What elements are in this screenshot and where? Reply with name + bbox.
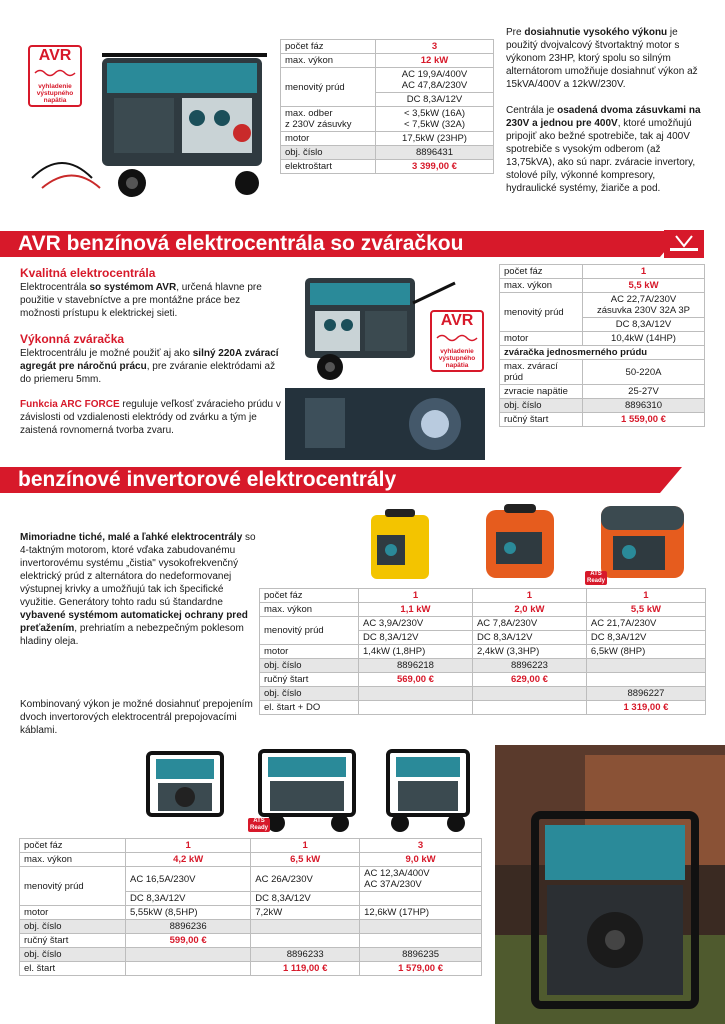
table-row xyxy=(500,265,705,279)
text-run: Mimoriadne tiché, malé a ľahké elektrocentrály xyxy=(20,532,243,543)
table-row xyxy=(260,659,706,673)
head-quality: Kvalitná elektrocentrála xyxy=(20,266,156,280)
cell: 12,6kW (17HP) xyxy=(360,906,482,920)
text-run: Funkcia ARC FORCE xyxy=(20,399,120,410)
table-row xyxy=(20,906,482,920)
inverter-photo-4kw xyxy=(140,745,230,830)
cell: 9,0 kW xyxy=(360,853,482,867)
cell: 1 xyxy=(251,839,360,853)
cell: DC 8,3A/12V xyxy=(472,631,586,645)
cell: AC 26A/230V xyxy=(251,867,360,892)
text-run: , určená hlavne pre použitie v stavebníctve a pre montážne práce bez možnosti prístupu k elektrickej sieti. xyxy=(20,282,262,319)
cell: 2,0 kW xyxy=(472,603,586,617)
row-value: 17,5kW (23HP) xyxy=(376,132,494,146)
row-label: el. štart + DO xyxy=(260,701,359,715)
cell xyxy=(126,962,251,976)
cell: DC 8,3A/12V xyxy=(126,892,251,906)
text-run: Pre xyxy=(506,27,525,38)
cell xyxy=(359,701,473,715)
avr-badge-title: AVR xyxy=(38,47,72,64)
row-label: max. odber z 230V zásuvky xyxy=(281,107,376,132)
cell xyxy=(251,920,360,934)
cell xyxy=(472,701,586,715)
row-label: menovitý prúd xyxy=(260,617,359,645)
ats-ready-badge: ATS Ready xyxy=(249,818,268,831)
row-value: DC 8,3A/12V xyxy=(376,93,494,107)
row-value: 3 399,00 € xyxy=(376,160,494,174)
welding-photo xyxy=(285,388,485,460)
table-row xyxy=(500,399,705,413)
row-value: 8896431 xyxy=(376,146,494,160)
table-row xyxy=(20,839,482,853)
cell: 8896236 xyxy=(126,920,251,934)
spec-table-welder xyxy=(499,264,705,427)
cell: 8896227 xyxy=(586,687,705,701)
row-value: AC 22,7A/230V zásuvka 230V 32A 3P xyxy=(583,293,705,318)
cell: DC 8,3A/12V xyxy=(251,892,360,906)
row-value: 5,5 kW xyxy=(583,279,705,293)
cell: DC 8,3A/12V xyxy=(586,631,705,645)
row-label: motor xyxy=(20,906,126,920)
table-row xyxy=(260,701,706,715)
row-label: motor xyxy=(281,132,376,146)
text-run: reguluje veľkosť zváracieho prúdu v závislosti od vzdialenosti elektródy od zvárku a tým je zaistená rovnomerná tvorba zvaru. xyxy=(20,399,281,436)
table-row xyxy=(281,132,494,146)
table-row xyxy=(500,332,705,346)
inverter-photo-yellow xyxy=(365,505,435,585)
text-run: , pre zváranie elektródami až do priemeru 5mm. xyxy=(20,361,276,385)
avr-badge-sub: vyhladenie výstupného napätia xyxy=(438,348,476,369)
row-label: motor xyxy=(260,645,359,659)
row-label: menovitý prúd xyxy=(20,867,126,906)
row-label: obj. číslo xyxy=(20,948,126,962)
table-row xyxy=(281,107,494,132)
row-label: obj. číslo xyxy=(260,659,359,673)
cell: 3 xyxy=(360,839,482,853)
table-row xyxy=(281,54,494,68)
row-value: 1 559,00 € xyxy=(583,413,705,427)
row-label: počet fáz xyxy=(260,589,359,603)
table-row xyxy=(500,346,705,360)
row-label: menovitý prúd xyxy=(500,293,583,332)
avr-badge xyxy=(28,45,82,107)
cell: 1 xyxy=(472,589,586,603)
row-label: počet fáz xyxy=(20,839,126,853)
row-value: 50-220A xyxy=(583,360,705,385)
para-welder xyxy=(20,347,282,386)
row-label: obj. číslo xyxy=(260,687,359,701)
row-label: menovitý prúd xyxy=(281,68,376,107)
table-row xyxy=(500,360,705,385)
cell xyxy=(126,948,251,962)
wave-icon xyxy=(33,68,77,78)
table-row xyxy=(20,920,482,934)
row-label: zváračka jednosmerného prúdu xyxy=(500,346,705,360)
cell xyxy=(586,673,705,687)
table-row xyxy=(500,293,705,318)
row-label: max. zvárací prúd xyxy=(500,360,583,385)
text-run: osadená dvoma zásuvkami na 230V a jednou pre 400V xyxy=(506,105,701,129)
text-run: so systémom AVR xyxy=(89,282,177,293)
top-text-1 xyxy=(506,26,706,91)
cell: DC 8,3A/12V xyxy=(359,631,473,645)
para-arcforce xyxy=(20,398,282,437)
row-label: počet fáz xyxy=(500,265,583,279)
table-row xyxy=(260,687,706,701)
row-label: obj. číslo xyxy=(500,399,583,413)
table-row xyxy=(20,962,482,976)
para-combined: Kombinovaný výkon je možné dosiahnuť prepojením dvoch invertorových elektrocentrál prepojovacími káblami. xyxy=(20,699,253,736)
cell: 629,00 € xyxy=(472,673,586,687)
welding-icon xyxy=(664,230,704,258)
cell: 6,5kW (8HP) xyxy=(586,645,705,659)
row-label: ručný štart xyxy=(20,934,126,948)
text-run: Elektrocentrálu je možné použiť aj ako xyxy=(20,348,193,359)
row-label: max. výkon xyxy=(20,853,126,867)
text-run: so 4-taktným motorom, ktoré vďaka zabudovanému invertorovému systému „čistia" vysokofrekvenčný elektrický prúd z alternátora do nedeformovanej výstupnej krivky a umožňujú tak ich špecifické využitie. Generátory tohto radu sú štandardne xyxy=(20,532,256,608)
table-row xyxy=(260,603,706,617)
section-title-inverter: benzínové invertorové elektrocentrály xyxy=(0,467,660,493)
row-value: 12 kW xyxy=(376,54,494,68)
table-row xyxy=(260,673,706,687)
cell: 4,2 kW xyxy=(126,853,251,867)
cell: 599,00 € xyxy=(126,934,251,948)
table-row xyxy=(281,160,494,174)
text-run: Centrála je xyxy=(506,105,558,116)
para-quality xyxy=(20,281,282,320)
text-run: vybavené systémom automatickej ochrany pred preťažením xyxy=(20,610,248,634)
cell: 2,4kW (3,3HP) xyxy=(472,645,586,659)
row-label: obj. číslo xyxy=(20,920,126,934)
top-text-2 xyxy=(506,104,706,195)
row-label: elektroštart xyxy=(281,160,376,174)
table-row xyxy=(260,645,706,659)
table-row xyxy=(500,413,705,427)
table-row xyxy=(500,279,705,293)
cell: 1 xyxy=(586,589,705,603)
row-label: ručný štart xyxy=(500,413,583,427)
cell: AC 16,5A/230V xyxy=(126,867,251,892)
text-run: je použitý dvojvalcový štvortaktný motor s výkonom 23HP, ktorý spolu so silným alternátorom umožňuje dosiahnuť výkon až 15kVA/400V a 12kW/230V. xyxy=(506,27,698,90)
para-inverter xyxy=(20,531,258,648)
cell: AC 7,8A/230V xyxy=(472,617,586,631)
cell: 1 319,00 € xyxy=(586,701,705,715)
cell: 1 xyxy=(359,589,473,603)
inverter-photo-9kw xyxy=(380,745,475,835)
cell: 5,55kW (8,5HP) xyxy=(126,906,251,920)
spec-table-inverter xyxy=(259,588,706,715)
cell xyxy=(472,687,586,701)
wave-icon xyxy=(435,333,479,343)
table-row xyxy=(260,589,706,603)
row-label: obj. číslo xyxy=(281,146,376,160)
row-label: el. štart xyxy=(20,962,126,976)
text-run: , prehriatím a nebezpečným poklesom hladiny oleja. xyxy=(20,623,244,647)
text-run: Elektrocentrála xyxy=(20,282,90,293)
cell xyxy=(360,934,482,948)
cell xyxy=(586,659,705,673)
row-value: AC 19,9A/400V AC 47,8A/230V xyxy=(376,68,494,93)
cell: AC 12,3A/400V AC 37A/230V xyxy=(360,867,482,892)
row-label: ručný štart xyxy=(260,673,359,687)
row-value: < 3,5kW (16A) < 7,5kW (32A) xyxy=(376,107,494,132)
cell xyxy=(251,934,360,948)
table-row xyxy=(20,948,482,962)
head-welder: Výkonná zváračka xyxy=(20,332,125,346)
cell: 8896223 xyxy=(472,659,586,673)
table-row xyxy=(281,146,494,160)
cell: 1,1 kW xyxy=(359,603,473,617)
row-value: 25-27V xyxy=(583,385,705,399)
row-label: max. výkon xyxy=(500,279,583,293)
row-value: 1 xyxy=(583,265,705,279)
avr-badge-title: AVR xyxy=(440,312,474,329)
spec-table-12kw xyxy=(280,39,494,174)
inverter-photo-orange-large xyxy=(595,498,690,585)
avr-badge-sub: vyhladenie výstupného napätia xyxy=(36,83,74,104)
cell: 1 119,00 € xyxy=(251,962,360,976)
row-label: max. výkon xyxy=(260,603,359,617)
cell: AC 21,7A/230V xyxy=(586,617,705,631)
cell: AC 3,9A/230V xyxy=(359,617,473,631)
cell: 8896218 xyxy=(359,659,473,673)
ats-ready-badge: ATS Ready xyxy=(586,571,605,584)
text-run: , ktoré umožňujú pripojiť ako bežné spotrebiče, tak aj 400V spotrebiče s vysokým odberom (až 13,75kVA), ako sú napr. zváracie invertory, stolové píly, výkonné kompresory, hydraulické systémy, žiariče a pod. xyxy=(506,118,696,194)
cell xyxy=(360,920,482,934)
cell: 8896235 xyxy=(360,948,482,962)
cell: 7,2kW xyxy=(251,906,360,920)
avr-badge-welder xyxy=(430,310,484,372)
cell: 1,4kW (1,8HP) xyxy=(359,645,473,659)
inverter-photo-orange xyxy=(480,500,560,585)
table-row xyxy=(20,867,482,892)
cell: 6,5 kW xyxy=(251,853,360,867)
row-value: DC 8,3A/12V xyxy=(583,318,705,332)
cell: 5,5 kW xyxy=(586,603,705,617)
table-row xyxy=(260,617,706,631)
table-row xyxy=(281,40,494,54)
cell: 8896233 xyxy=(251,948,360,962)
row-label: zvracie napätie xyxy=(500,385,583,399)
cell: 1 xyxy=(126,839,251,853)
text-run: silný 220A zvárací agregát pre náročnú prácu xyxy=(20,348,279,372)
text-run: dosiahnutie vysokého výkonu xyxy=(524,27,668,38)
row-label: motor xyxy=(500,332,583,346)
table-row xyxy=(281,68,494,93)
row-value: 8896310 xyxy=(583,399,705,413)
spec-table-open-frame xyxy=(19,838,482,976)
row-label: počet fáz xyxy=(281,40,376,54)
row-value: 3 xyxy=(376,40,494,54)
table-row xyxy=(20,853,482,867)
cell xyxy=(360,892,482,906)
row-label: max. výkon xyxy=(281,54,376,68)
section-title-welder: AVR benzínová elektrocentrála so zváračkou xyxy=(0,231,660,257)
table-row xyxy=(500,385,705,399)
row-value: 10,4kW (14HP) xyxy=(583,332,705,346)
cell xyxy=(359,687,473,701)
lifestyle-photo-generator xyxy=(495,745,725,1024)
cell: 1 579,00 € xyxy=(360,962,482,976)
table-row xyxy=(20,934,482,948)
cell: 569,00 € xyxy=(359,673,473,687)
